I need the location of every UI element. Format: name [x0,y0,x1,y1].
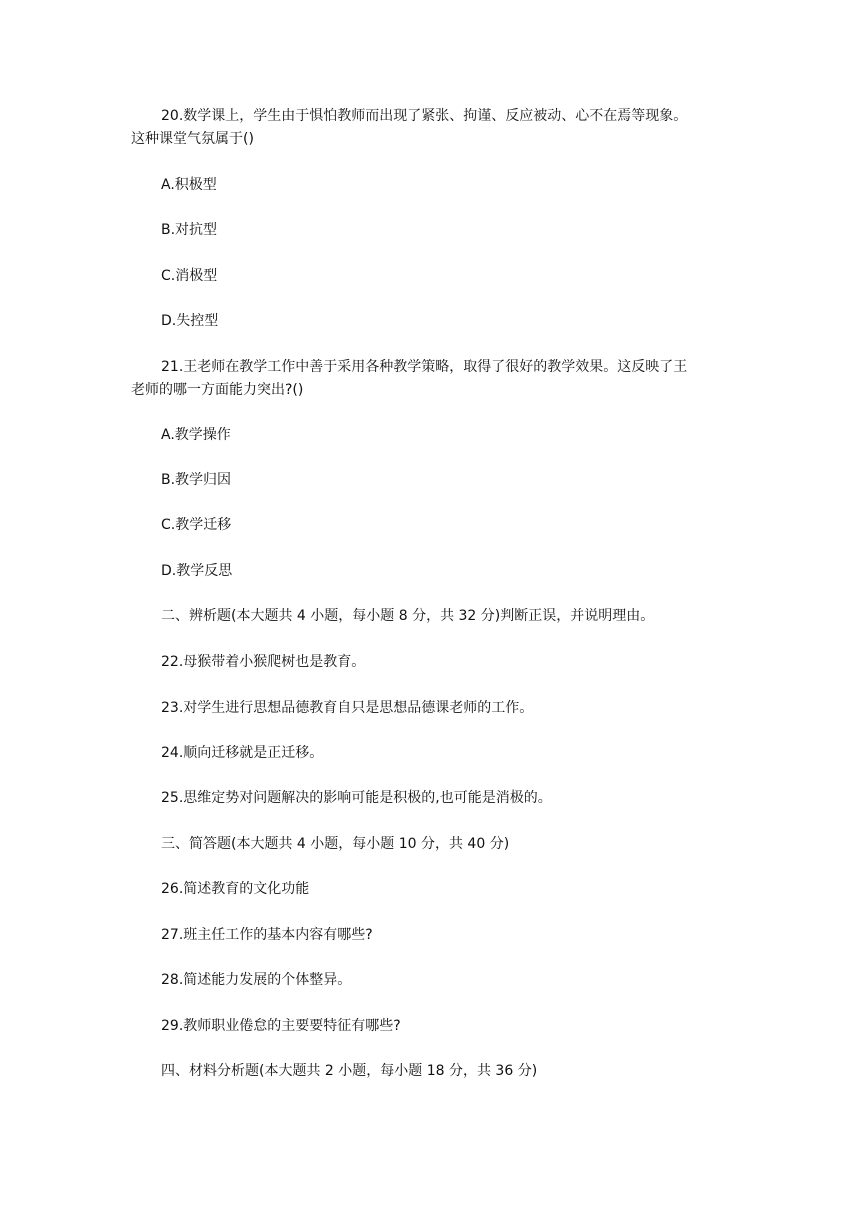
section4-heading: 四、材料分析题(本大题共 2 小题，每小题 18 分，共 36 分) [161,1063,538,1079]
q21-option-d: D.教学反思 [161,563,233,579]
q20-option-d: D.失控型 [161,313,219,329]
q24-item: 24.顺向迁移就是正迁移。 [161,745,324,761]
q25-item: 25.思维定势对问题解决的影响可能是积极的,也可能是消极的。 [161,790,552,806]
q29-item: 29.教师职业倦怠的主要要特征有哪些? [161,1018,401,1034]
q26-item: 26.简述教育的文化功能 [161,881,310,897]
section3-heading: 三、简答题(本大题共 4 小题，每小题 10 分，共 40 分) [161,836,510,852]
q20-option-a: A.积极型 [161,177,217,193]
q21-option-b: B.教学归因 [161,472,232,488]
q20-option-c: C.消极型 [161,268,218,284]
q27-item: 27.班主任工作的基本内容有哪些? [161,927,373,943]
q20-stem-line1: 20.数学课上，学生由于惧怕教师而出现了紧张、拘谨、反应被动、心不在焉等现象。 [161,108,688,124]
q28-item: 28.简述能力发展的个体整异。 [161,972,352,988]
q20-stem-line2: 这种课堂气氛属于() [131,131,254,147]
q22-item: 22.母猴带着小猴爬树也是教育。 [161,654,366,670]
q23-item: 23.对学生进行思想品德教育自只是思想品德课老师的工作。 [161,700,534,716]
q20-option-b: B.对抗型 [161,222,218,238]
q21-stem-line2: 老师的哪一方面能力突出?() [131,382,304,398]
q21-option-a: A.教学操作 [161,427,231,443]
section2-heading: 二、辨析题(本大题共 4 小题，每小题 8 分，共 32 分)判断正误，并说明理由。 [161,608,655,624]
q21-stem-line1: 21.王老师在教学工作中善于采用各种教学策略，取得了很好的教学效果。这反映了王 [161,359,688,375]
q21-option-c: C.教学迁移 [161,517,232,533]
